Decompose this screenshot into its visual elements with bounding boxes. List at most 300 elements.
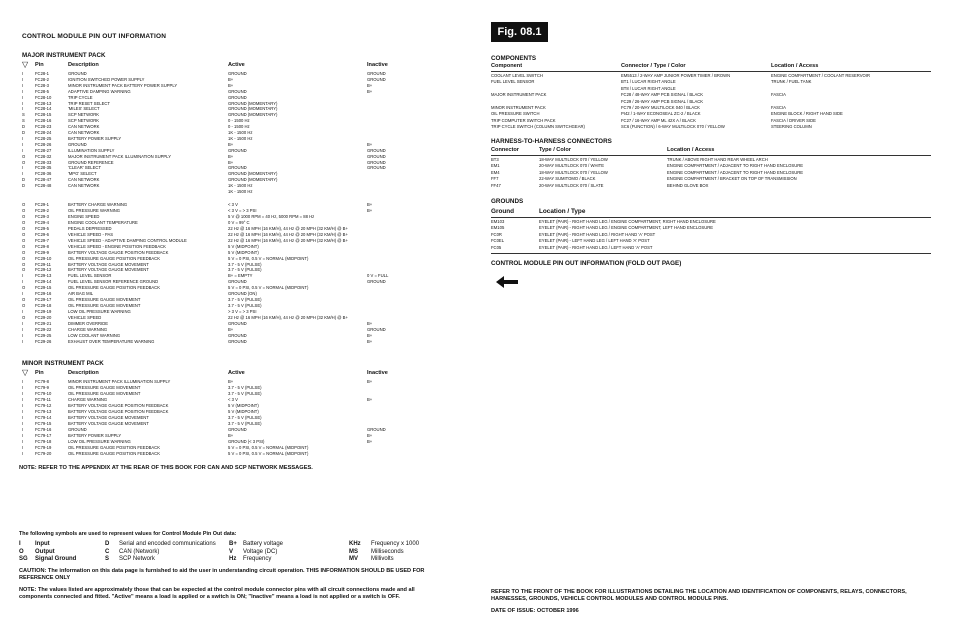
inactive-value: GROUND <box>367 147 386 153</box>
inactive-value: B+ <box>367 321 373 326</box>
active-value: 0 - 1500 Hz <box>228 118 250 124</box>
pin-type: O <box>22 202 26 207</box>
pin-description: EXHAUST OVER TEMPERATURE WARNING <box>68 338 155 344</box>
connector-id: EM4 <box>491 169 500 175</box>
pin-description: VEHICLE SPEED - ADAPTIVE DAMPING CONTROL MODULE <box>68 237 187 243</box>
pin-description: SCP NETWORK <box>68 118 100 124</box>
pin-type: I <box>22 391 24 396</box>
pin-type: O <box>22 255 26 261</box>
location-access: TRUNK / ABOVE RIGHT HAND REAR WHEEL ARCH <box>667 157 768 162</box>
active-value: 1K - 1500 Hz <box>228 183 253 189</box>
component-name: MAJOR INSTRUMENT PACK <box>491 92 547 98</box>
location-access: ENGINE BLOCK / RIGHT HAND SIDE <box>771 111 843 117</box>
component-name: FUEL LEVEL SENSOR <box>491 79 535 85</box>
legend-label: Battery voltage <box>243 541 284 547</box>
pin-id: FC29-18 <box>35 303 52 309</box>
active-value: GROUND (MOMENTARY) <box>228 177 278 183</box>
legend-symbol: I <box>19 541 21 547</box>
pin-type: I <box>22 76 24 82</box>
pin-description: DIMMER OVERRIDE <box>68 321 109 326</box>
legend-label: SCP Network <box>119 556 155 563</box>
pin-id: FC29-19 <box>35 309 52 315</box>
pin-type: O <box>22 249 26 255</box>
active-value: B+ = EMPTY <box>228 273 253 279</box>
major-pack-header <box>22 62 412 70</box>
active-value: 1K - 1500 Hz <box>228 189 253 194</box>
pin-type: O <box>22 231 26 237</box>
pin-description: BATTERY POWER SUPPLY <box>68 135 122 141</box>
active-value: B+ <box>228 326 234 332</box>
minor-pack-header <box>22 370 412 378</box>
active-value: GROUND <box>228 338 247 344</box>
pin-description: GROUND <box>68 427 87 432</box>
pin-id: FC28-16 <box>35 118 52 124</box>
active-value: GROUND <box>228 71 247 76</box>
active-value: B+ <box>228 379 234 384</box>
pin-description: BATTERY CHARGE WARNING <box>68 202 128 207</box>
location-access: FASCIA <box>771 105 786 110</box>
active-value: B+ <box>228 159 234 165</box>
connector-type-color: BT1 / LUCAR RIGHT ANGLE <box>621 79 676 85</box>
pin-description: OIL PRESSURE GAUGE MOVEMENT <box>68 297 141 303</box>
pin-id: FC29-5 <box>35 225 49 231</box>
pin-id: FC28-3 <box>35 82 49 88</box>
active-value: B+ <box>228 153 234 159</box>
pin-description: LOW OIL PRESSURE WARNING <box>68 439 131 444</box>
component-name: COOLANT LEVEL SWITCH <box>491 73 543 78</box>
pin-id: FC28-33 <box>35 159 52 165</box>
component-name: TRIP CYCLE SWITCH (COLUMN SWITCHGEAR) <box>491 124 585 130</box>
caution-note: CAUTION: The information on this data page is furnished to aid the user in understanding circuit operation. THIS INFORMATION SHOULD BE USED FOR REFERENCE ONLY <box>19 568 425 581</box>
pin-id: FC28-47 <box>35 177 52 183</box>
type-color: 18-WAY MULTILOCK 070 / YELLOW <box>539 169 608 175</box>
pin-description: GROUND REFERENCE <box>68 159 114 165</box>
active-value: 22 Hz @ 16 MPH (16 KM/H), 44 Hz @ 20 MPH (32 KM/H) @ B+ <box>228 231 348 237</box>
inactive-value: GROUND <box>367 427 386 432</box>
pin-type: I <box>22 71 24 76</box>
pin-id: FC28-24 <box>35 130 52 135</box>
header-inactive: Inactive <box>367 370 388 376</box>
pin-description: OIL PRESSURE GAUGE MOVEMENT <box>68 385 141 390</box>
triangle-icon: ▽ <box>22 368 29 377</box>
harness-heading: HARNESS-TO-HARNESS CONNECTORS <box>491 138 612 145</box>
pin-id: FC79-19 <box>35 445 52 450</box>
active-value: 3.7 - 5 V (PULSE) <box>228 391 262 396</box>
pin-type: O <box>22 285 26 291</box>
pin-id: FC29-16 <box>35 291 52 297</box>
ground-id: FC0EL <box>491 238 505 244</box>
pin-type: O <box>22 153 26 159</box>
inactive-value: B+ <box>367 202 373 207</box>
connector-id: FF47 <box>491 182 501 188</box>
inactive-value: 0 V = FULL <box>367 273 389 279</box>
pin-description: VEHICLE SPEED - ENGINE POSITION FEEDBACK <box>68 243 166 249</box>
pin-type: O <box>22 225 26 231</box>
pin-type: I <box>22 445 24 450</box>
pin-id: FC28-15 <box>35 112 52 118</box>
header-location-type: Location / Type <box>539 208 586 215</box>
pin-type: I <box>22 332 24 338</box>
pin-type: O <box>22 207 26 213</box>
active-value: 22 Hz @ 16 MPH (16 KM/H), 44 Hz @ 20 MPH (32 KM/H) @ B+ <box>228 237 348 243</box>
legend-intro: The following symbols are used to represent values for Control Module Pin Out data: <box>19 531 237 537</box>
pin-type: I <box>22 397 24 402</box>
pin-description: CAN NETWORK <box>68 177 100 183</box>
location-type: EYELET (PAIR) - RIGHT HAND LEG / RIGHT HAND 'A' POST <box>539 231 656 237</box>
active-value: 0 V = 99° C <box>228 219 250 225</box>
pin-id: FC29-8 <box>35 243 49 249</box>
active-value: GROUND <box>228 147 247 153</box>
pin-type: I <box>22 379 24 384</box>
inactive-value: GROUND <box>367 279 386 285</box>
inactive-value: GROUND <box>367 165 386 171</box>
location-access: BEHIND GLOVE BOX <box>667 182 709 188</box>
pin-id: FC29-7 <box>35 237 49 243</box>
pin-type: O <box>22 219 26 225</box>
pin-id: FC79-10 <box>35 391 52 396</box>
pin-description: BATTERY VOLTAGE GAUGE POSITION FEEDBACK <box>68 403 169 408</box>
active-value: 3.7 - 5 V (PULSE) <box>228 415 262 420</box>
active-value: GROUND (MOMENTARY) <box>228 100 278 106</box>
location-access: ENGINE COMPARTMENT / ADJACENT TO RIGHT HAND ENCLOSURE <box>667 163 804 169</box>
pin-id: FC29-15 <box>35 285 52 291</box>
active-value: < 3 V = > 3 PSI <box>228 207 257 213</box>
legend-symbol: SG <box>19 556 28 563</box>
legend-label: Frequency <box>243 556 272 563</box>
connector-type-color: SC6 (FUNCTION) / 6-WAY MULTILOCK 070 / YELLOW <box>621 124 725 130</box>
inactive-value: B+ <box>367 141 373 147</box>
pin-description: PEDALS DEPRESSED <box>68 225 112 231</box>
pin-description: FUEL LEVEL SENSOR <box>68 273 112 279</box>
harness-header <box>491 147 931 155</box>
legend-symbol: MV <box>349 556 358 563</box>
header-active: Active <box>228 62 245 68</box>
pin-id: FC29-12 <box>35 267 52 273</box>
pin-type: D <box>22 124 26 130</box>
issue-date: DATE OF ISSUE: OCTOBER 1996 <box>491 608 579 614</box>
legend-symbol: C <box>105 548 110 555</box>
header-connector: Connector <box>491 147 519 153</box>
pin-type: I <box>22 433 24 438</box>
active-value: GROUND (MOMENTARY) <box>228 171 278 177</box>
pin-id: FC28-26 <box>35 141 52 147</box>
active-value: 3.7 - 5 V (PULSE) <box>228 297 262 303</box>
active-value: 5 V (MIDPOINT) <box>228 249 259 255</box>
pin-id: FC28-27 <box>35 147 52 153</box>
active-value: GROUND (< 3 PSI) <box>228 439 265 444</box>
divider <box>491 155 931 156</box>
pin-id: FC28-23 <box>35 124 52 130</box>
pin-type: O <box>22 297 26 303</box>
pin-description: IGNITION SWITCHED POWER SUPPLY <box>68 76 145 82</box>
table-row <box>22 189 422 195</box>
pin-type: I <box>22 321 24 326</box>
pin-type: O <box>22 213 26 219</box>
pin-id: FC79-11 <box>35 397 51 402</box>
legend-label: Milliseconds <box>371 548 404 555</box>
ground-id: FC0R <box>491 231 502 237</box>
pin-type: S <box>22 118 25 124</box>
arrow-left-icon <box>496 276 518 288</box>
pin-description: LOW COOLANT WARNING <box>68 332 121 338</box>
location-type: EYELET (PAIR) - LEFT HAND LEG / LEFT HAND 'A' POST <box>539 238 650 244</box>
active-value: 5 V (MIDPOINT) <box>228 403 259 408</box>
legend-label: Input <box>35 541 50 547</box>
pin-description: CHARGE WARNING <box>68 397 108 402</box>
pin-type: O <box>22 243 26 249</box>
type-color: 20-WAY MULTILOCK 070 / WHITE <box>539 163 604 169</box>
pin-description: OIL PRESSURE GAUGE MOVEMENT <box>68 303 141 309</box>
pin-description: GROUND <box>68 71 87 76</box>
location-access: TRUNK / FUEL TANK <box>771 79 812 85</box>
legend-symbol: Hz <box>229 556 237 563</box>
pin-description: MAJOR INSTRUMENT PACK ILLUMINATION SUPPLY <box>68 153 171 159</box>
pin-type: I <box>22 439 24 444</box>
inactive-value: B+ <box>367 433 373 438</box>
legend-symbol: B+ <box>229 541 237 547</box>
inactive-value: B+ <box>367 82 373 88</box>
inactive-value: GROUND <box>367 76 386 82</box>
pin-id: FC79-16 <box>35 427 52 432</box>
symbol-legend <box>19 541 439 565</box>
pin-type: I <box>22 326 24 332</box>
pin-type: D <box>22 183 26 189</box>
pin-description: ENGINE COOLANT TEMPERATURE <box>68 219 138 225</box>
pin-description: BATTERY VOLTAGE GAUGE POSITION FEEDBACK <box>68 249 169 255</box>
pin-description: BATTERY VOLTAGE GAUGE MOVEMENT <box>68 415 149 420</box>
inactive-value: GROUND <box>367 153 386 159</box>
active-value: GROUND <box>228 88 247 94</box>
header-inactive: Inactive <box>367 62 388 68</box>
legend-symbol: D <box>105 541 110 547</box>
pin-description: OIL PRESSURE GAUGE POSITION FEEDBACK <box>68 285 160 291</box>
components-heading: COMPONENTS <box>491 55 537 62</box>
pin-description: MINOR INSTRUMENT PACK BATTERY POWER SUPPLY <box>68 82 178 88</box>
active-value: GROUND <box>228 332 247 338</box>
active-value: < 3 V <box>228 397 238 402</box>
legend-label: Frequency x 1000 <box>371 541 420 547</box>
location-type: EYELET (PAIR) - RIGHT HAND LEG / ENGINE COMPARTMENT, RIGHT HAND ENCLOSURE <box>539 219 716 224</box>
legend-symbol: MS <box>349 548 358 555</box>
pin-id: FC79-18 <box>35 439 52 444</box>
location-type: EYELET (PAIR) - RIGHT HAND LEG / ENGINE COMPARTMENT, LEFT HAND ENCLOSURE <box>539 225 714 231</box>
pin-type: S <box>22 112 25 118</box>
inactive-value: B+ <box>367 397 373 402</box>
pin-description: BATTERY VOLTAGE GAUGE MOVEMENT <box>68 267 149 273</box>
pin-id: FC29-14 <box>35 279 52 285</box>
pin-description: AIR BAG MIL <box>68 291 94 297</box>
legend-label: Millivolts <box>371 556 394 563</box>
pin-description: ENGINE SPEED <box>68 213 100 219</box>
pin-type: O <box>22 261 26 267</box>
location-access: FASCIA <box>771 92 786 98</box>
pin-type: I <box>22 88 24 94</box>
inactive-value: B+ <box>367 332 373 338</box>
header-description: Description <box>68 62 99 68</box>
active-value: > 3 V = > 3 PSI <box>228 309 257 315</box>
pin-description: OIL PRESSURE GAUGE MOVEMENT <box>68 391 141 396</box>
table-row <box>491 245 931 251</box>
active-value: 22 Hz @ 16 MPH (16 KM/H), 44 Hz @ 20 MPH (32 KM/H) @ B+ <box>228 225 348 231</box>
refer-note: REFER TO THE FRONT OF THE BOOK FOR ILLUSTRATIONS DETAILING THE LOCATION AND IDENTIFICATION OF COMPONENTS, RELAYS, CONNECTORS, HARNESSES, GROUNDS, VEHICLE CONTROL MODULES AND CONTROL MODULE PINS. <box>491 589 907 602</box>
pin-id: FC29-26 <box>35 338 52 344</box>
active-value: 22 Hz @ 16 MPH (16 KM/H), 44 Hz @ 20 MPH (32 KM/H) @ B+ <box>228 315 348 321</box>
active-value: 3.7 - 5 V (PULSE) <box>228 303 262 309</box>
pin-id: FC79-9 <box>35 385 49 390</box>
triangle-icon: ▽ <box>22 60 29 69</box>
pin-type: I <box>22 171 24 177</box>
location-type: EYELET (PAIR) - RIGHT HAND LEG / LEFT HAND 'A' POST <box>539 244 653 250</box>
figure-label: Fig. 08.1 <box>491 22 548 42</box>
legend-symbol: O <box>19 548 24 555</box>
active-value: 5 V (MIDPOINT) <box>228 243 259 249</box>
pin-id: FC79-8 <box>35 379 49 384</box>
active-value: < 3 V <box>228 202 238 207</box>
pin-description: GROUND <box>68 141 87 147</box>
header-pin: Pin <box>35 62 44 68</box>
pin-description: BATTERY VOLTAGE GAUGE POSITION FEEDBACK <box>68 409 169 414</box>
header-pin: Pin <box>35 370 44 376</box>
legend-label: Serial and encoded communications <box>119 541 216 547</box>
pin-type: O <box>22 303 26 309</box>
active-value: GROUND <box>228 279 247 285</box>
pin-type: I <box>22 409 24 414</box>
pin-id: FC29-20 <box>35 315 52 321</box>
type-color: 22-WAY SUMITOMO / BLACK <box>539 176 596 182</box>
pin-description: OIL PRESSURE GAUGE POSITION FEEDBACK <box>68 445 160 450</box>
grounds-header <box>491 208 931 217</box>
inactive-value: B+ <box>367 88 373 94</box>
header-ground: Ground <box>491 208 515 215</box>
component-name: MINOR INSTRUMENT PACK <box>491 105 546 110</box>
pin-id: FC28-48 <box>35 183 52 189</box>
pin-type: I <box>22 273 24 279</box>
active-value: GROUND <box>228 321 247 326</box>
connector-type-color: PI42 / 1-WAY ECONOSEAL ZC-2 / BLACK <box>621 111 701 117</box>
pin-description: FUEL LEVEL SENSOR REFERENCE GROUND <box>68 279 159 285</box>
pin-description: BATTERY VOLTAGE GAUGE MOVEMENT <box>68 421 149 426</box>
active-value: 5 V = 0 PSI, 0.5 V = NORMAL (MIDPOINT) <box>228 285 309 291</box>
pin-id: FC79-15 <box>35 421 52 426</box>
legend-label: Output <box>35 548 55 555</box>
grounds-heading: GROUNDS <box>491 198 524 205</box>
network-note: NOTE: REFER TO THE APPENDIX AT THE REAR OF THIS BOOK FOR CAN AND SCP NETWORK MESSAGES. <box>19 465 313 471</box>
pin-description: OIL PRESSURE GAUGE POSITION FEEDBACK <box>68 451 160 456</box>
active-value: 0 - 1500 Hz <box>228 124 250 130</box>
connector-type-color: FC28 / 48-WAY AMP PCB SIGNAL / BLACK <box>621 92 704 98</box>
pin-id: FC28-13 <box>35 100 52 106</box>
pin-description: VEHICLE SPEED - PAS <box>68 231 114 237</box>
legend-label: Voltage (DC) <box>243 548 278 555</box>
location-access: ENGINE COMPARTMENT / ADJACENT TO RIGHT HAND ENCLOSURE <box>667 169 804 175</box>
active-value: 5 V = 0 PSI, 0.5 V = NORMAL (MIDPOINT) <box>228 451 309 456</box>
components-header <box>491 63 931 71</box>
pin-type: I <box>22 141 24 147</box>
pin-type: O <box>22 237 26 243</box>
minor-pack-heading: MINOR INSTRUMENT PACK <box>22 360 104 367</box>
active-value: GROUND (ON) <box>228 291 257 297</box>
active-value: 1K - 1500 Hz <box>228 135 253 141</box>
pin-description: 'CLEAR' SELECT <box>68 165 102 171</box>
component-name: OIL PRESSURE SWITCH <box>491 111 540 117</box>
active-value: B+ <box>228 433 234 438</box>
pin-id: FC28-32 <box>35 153 52 159</box>
active-value: GROUND <box>228 165 247 171</box>
active-value: GROUND (MOMENTARY) <box>228 112 278 118</box>
pin-description: SCP NETWORK <box>68 112 100 118</box>
page-title: CONTROL MODULE PIN OUT INFORMATION <box>22 33 167 40</box>
pin-id: FC28-2 <box>35 76 49 82</box>
header-connector-type-color: Connector / Type / Color <box>621 63 686 69</box>
pin-type: I <box>22 94 24 100</box>
pin-description: CAN NETWORK <box>68 124 100 130</box>
divider <box>491 217 931 218</box>
connector-type-color: FC29 / 26-WAY AMP PCB SIGNAL / BLACK <box>621 98 704 104</box>
header-location-access: Location / Access <box>771 63 819 69</box>
pin-type: D <box>22 177 26 183</box>
active-value: 5 V @ 1000 RPM = 40 Hz, 5000 RPM = 88 Hz <box>228 213 315 219</box>
inactive-value: GROUND <box>367 71 386 76</box>
location-access: ENGINE COMPARTMENT / COOLANT RESERVOIR <box>771 73 870 78</box>
pin-id: FC29-1 <box>35 202 49 207</box>
pin-id: FC79-12 <box>35 403 52 408</box>
pin-id: FC29-11 <box>35 261 51 267</box>
legend-symbol: S <box>105 556 110 563</box>
location-access: FASCIA / DRIVER SIDE <box>771 117 816 123</box>
pin-id: FC79-13 <box>35 409 52 414</box>
header-location-access: Location / Access <box>667 147 715 153</box>
active-value: 1K - 1500 Hz <box>228 130 253 135</box>
pin-id: FC29-6 <box>35 231 49 237</box>
type-color: 18-WAY MULTILOCK 070 / YELLOW <box>539 157 608 162</box>
pin-description: CAN NETWORK <box>68 130 100 135</box>
pin-id: FC29-22 <box>35 326 52 332</box>
divider <box>491 71 931 72</box>
inactive-value: GROUND <box>367 159 386 165</box>
connector-type-color: BT8 / LUCAR RIGHT ANGLE <box>621 85 676 91</box>
legend-label: Signal Ground <box>35 556 77 563</box>
pin-type: I <box>22 100 24 106</box>
table-row <box>22 339 422 345</box>
connector-type-color: FC27 / 16-WAY AMP ML 42X A / BLACK <box>621 117 696 123</box>
pin-id: FC29-3 <box>35 213 49 219</box>
pin-type: I <box>22 427 24 432</box>
pin-type: O <box>22 159 26 165</box>
pin-id: FC29-9 <box>35 249 49 255</box>
pin-type: O <box>22 267 26 273</box>
pin-description: ILLUMINATION SUPPLY <box>68 147 115 153</box>
header-type-color: Type / Color <box>539 147 571 153</box>
pin-id: FC28-25 <box>35 135 52 141</box>
pin-type: O <box>22 315 26 321</box>
component-name: TRIP COMPUTER SWITCH PACK <box>491 117 556 123</box>
connector-type-color: EM5513 / 2-WAY AMP JUNIOR POWER TIMER / BROWN <box>621 73 731 78</box>
active-value: 5 V = 0 PSI, 0.5 V = NORMAL (MIDPOINT) <box>228 445 309 450</box>
inactive-value: B+ <box>367 439 373 444</box>
header-description: Description <box>68 370 99 376</box>
pin-id: FC28-5 <box>35 88 49 94</box>
pin-id: FC28-1 <box>35 71 49 76</box>
pin-description: BATTERY POWER SUPPLY <box>68 433 122 438</box>
pin-type: I <box>22 135 24 141</box>
pin-id: FC29-17 <box>35 297 52 303</box>
active-value: 3.7 - 5 V (PULSE) <box>228 421 262 426</box>
pin-type: I <box>22 279 24 285</box>
values-note: NOTE: The values listed are approximately those that can be expected at the control module connector pins with all circuit connections made and all components connected and fitted. "Active" means a load is applied or a switch is ON; "Inactive" means a load is not applied or a switch is OFF. <box>19 587 415 600</box>
active-value: GROUND <box>228 427 247 432</box>
active-value: 5 V (MIDPOINT) <box>228 409 259 414</box>
pin-id: FC79-20 <box>35 451 52 456</box>
